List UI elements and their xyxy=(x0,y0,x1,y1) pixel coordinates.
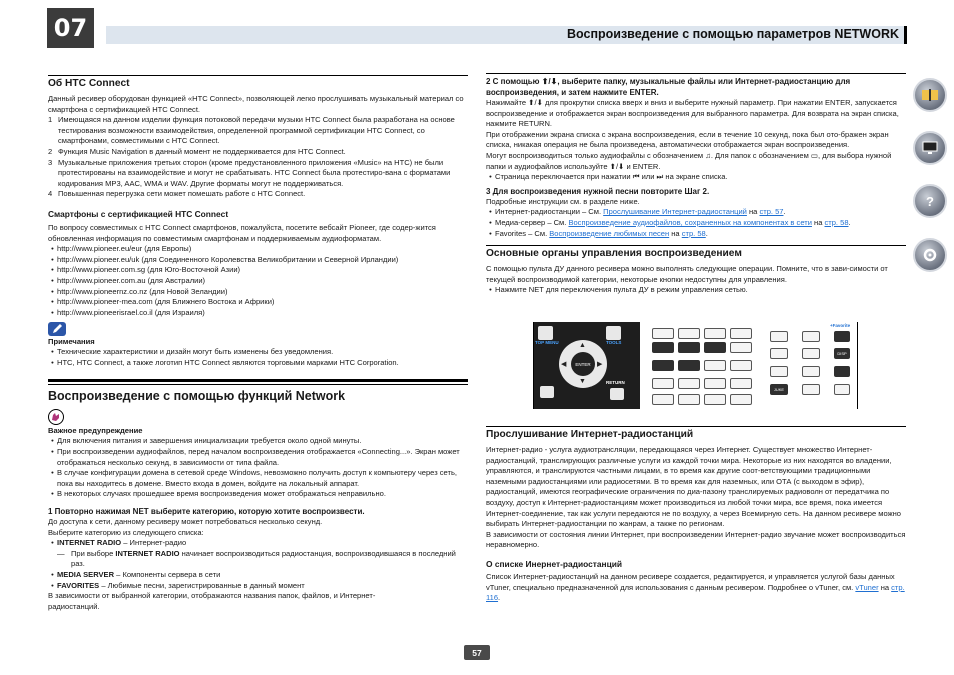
ref-item: • Интернет-радиостанции – См. Прослушивание Интернет-радиостанций на стр. 57. xyxy=(489,207,786,217)
page-title: Воспроизведение с помощью параметров NETWORK xyxy=(567,27,899,41)
important-header xyxy=(48,409,468,425)
play-button[interactable] xyxy=(678,342,700,353)
list-item: 1 Имеющаяся на данном изделии функция потоковой передачи музыки HTC Connect была разработана на основе тестирования возможности взаимодействия, определенной программой сертификации HTC Connect, со смартфонами, совместимыми с HTC Connect. xyxy=(48,115,455,146)
radio-title: Прослушивание Интернет-радиостанций xyxy=(486,426,906,441)
remote-button[interactable] xyxy=(652,394,674,405)
step2-title: 2 С помощью ⬆/⬇, выберите папку, музыкальные файлы или Интернет-радиостанцию для воспроизведения, и затем нажмите ENTER. xyxy=(486,73,906,98)
prev-button[interactable] xyxy=(652,360,674,371)
remote-button[interactable] xyxy=(770,366,788,377)
remote-button[interactable] xyxy=(652,328,674,339)
phones-title: Смартфоны с сертификацией HTC Connect xyxy=(48,208,229,219)
arrow-down-icon: ▼ xyxy=(579,378,586,385)
step1-tail: В зависимости от выбранной категории, отображаются названия папок, файлов, и Интернет-радиостанций. xyxy=(48,591,376,611)
phones-text: По вопросу совместимых с HTC Connect смартфонов, пожалуйста, посетите вебсайт Pioneer, где содер-жится обновленная информация по совместимым смартфонам и поддерживаемым аудиоформатам. xyxy=(48,222,436,243)
arrow-up-icon: ▲ xyxy=(579,342,586,349)
remote-button[interactable] xyxy=(770,331,788,342)
remote-button[interactable] xyxy=(770,348,788,359)
category-subitem: — При выборе INTERNET RADIO начинает воспроизводиться радиостанция, воспроизводившаяся в последний раз. xyxy=(57,548,456,569)
tools-label: TOOLS xyxy=(606,340,622,345)
right-column-lower: Прослушивание Интернет-радиостанций Интернет-радио - услуга аудиотрансляции, передающаяся через Интернет. Существует множество Интернет-радиостанций, транслирующих различные услуги из каждой точки мира. Некоторые из них находятся во владении, управляются, и транслируются частными лицами, в то время как другие соот-ветствующими традиционными наземными радиостанциями или радиосетями. В то время как для наземных, или ОТА (с выходом в эфир), радиостанций, имеются географические ограничения по диа-пазону транслируемых радиоволн от передатчика по воздуху, доступ к Интернет-радиостанциям может производиться из любой точки мира, все время, пока имеется Интернет-соединение, так как услуги передаются не по воздуху, а через Всемирную сеть. На данном ресивере можно выбирать Интернет-радиостанции по жанрам, а также по регионам. В зависимости от состояния линии Интернет, при воспроизведении Интернет-радио звучание может воспроизводиться неравномерно. О списке Инернет-радиостанций Список Интернет-радиостанций на данном ресивере создается, редактируется, и управляется услугой базы данных vTuner, специально предназначенной для использования с данным ресивером. Подробнее о vTuner, см. vTuner на стр. 116. xyxy=(486,426,906,604)
notes-header xyxy=(48,322,468,336)
top-menu-button[interactable] xyxy=(538,326,553,340)
remote-illustration xyxy=(533,322,858,409)
list-item: 4 Повышенная перегрузка сети может помешать работе с HTC Connect. xyxy=(48,189,306,199)
remote-button[interactable] xyxy=(678,394,700,405)
remote-button[interactable] xyxy=(704,328,726,339)
list-text: Список Интернет-радиостанций на данном ресивере создается, редактируется, и управляется услугой базы данных vTuner, специально предназначенной для использования с данным ресивером. Подробнее о vTuner, см. xyxy=(486,571,895,592)
step3-title: 3 Для воспроизведения нужной песни повторите Шаг 2. xyxy=(486,186,710,196)
help-icon[interactable]: ? xyxy=(913,184,947,218)
remote-button[interactable] xyxy=(834,384,850,395)
warning-hand-icon xyxy=(48,409,64,425)
category-item: • INTERNET RADIO – Интернет-радио xyxy=(51,538,187,548)
remote-button[interactable] xyxy=(802,366,820,377)
next-button[interactable] xyxy=(678,360,700,371)
list-item: 3 Музыкальные приложения третьих сторон (кроме предустановленного приложения «Music» на HTC) не были протестированы на взаимодействие и могут не срабатывать. HTC Connect была протестиро-вана с форматами кодирования MP3, AAC, WMA и WAV. Другие форматы могут не поддерживаться. xyxy=(48,157,451,188)
remote-button[interactable] xyxy=(704,378,726,389)
remote-button[interactable] xyxy=(802,384,820,395)
ref-page-link[interactable]: стр. 58 xyxy=(681,228,706,238)
remote-button[interactable] xyxy=(704,394,726,405)
important-title: Важное предупреждение xyxy=(48,426,143,436)
note-item: • HTC, HTC Connect, а также логотип HTC Connect являются торговыми марками HTC Corporation. xyxy=(51,357,399,367)
stop-button[interactable] xyxy=(704,342,726,353)
list-title: О списке Инернет-радиостанций xyxy=(486,558,623,569)
url-item: • http://www.pioneer.com.sg (для Юго-Восточной Азии) xyxy=(51,265,241,275)
ref-page-link[interactable]: стр. 58 xyxy=(824,217,849,227)
step2-p1: Нажимайте ⬆/⬇ для прокрутки списка вверх и вниз и выберите нужный параметр. При нажатии ENTER, запускается воспроизведение и отображается экран воспроизведения для выбранного параметра. Для возврата на экран списка, нажмите RETURN. xyxy=(486,98,899,129)
remote-button[interactable] xyxy=(678,328,700,339)
repeat-button[interactable] xyxy=(834,366,850,377)
remote-button[interactable] xyxy=(678,378,700,389)
return-label: RETURN xyxy=(606,380,625,385)
controls-bullet: • Нажмите NET для переключения пульта ДУ в режим управления сетью. xyxy=(489,285,748,295)
url-item: • http://www.pioneernz.co.nz (для Новой Зеландии) xyxy=(51,286,228,296)
book-icon[interactable] xyxy=(913,78,947,112)
header-bar-end xyxy=(904,26,907,44)
remote-button[interactable] xyxy=(540,386,554,398)
left-column xyxy=(48,75,468,612)
category-item: • MEDIA SERVER – Компоненты сервера в сети xyxy=(51,570,221,579)
step2-bullet: • Страница переключается при нажатии ⏮ или ⏭ на экране списка. xyxy=(489,172,728,182)
url-item: • http://www.pioneerisrael.co.il (для Израиля) xyxy=(51,307,205,317)
important-item: • При воспроизведении аудиофайлов, перед началом воспроизведения отображается «Connecting...». Экран может отображаться несколько секунд, в зависимости от типа файла. xyxy=(51,447,460,467)
arrow-left-icon: ◀ xyxy=(561,361,567,368)
section-title: Воспроизведение с помощью функций Network xyxy=(48,389,346,404)
important-item: • В случае конфигурации домена в сетевой среде Windows, невозможно получить доступ к компьютеру через сеть, пока вы находитесь в домене. Вместо входа в домен, войдите на локальный аппарат. xyxy=(51,468,457,488)
url-list xyxy=(48,244,468,318)
step2-p2: При отображении экрана списка с экрана воспроизведения, если в течение 10 секунд, пока был ото-бражен экран списка, никакая операция не была произведена, автоматически отображается экран воспроизведения. xyxy=(486,129,889,150)
remote-button[interactable] xyxy=(802,331,820,342)
about-text: Данный ресивер оборудован функцией «HTC Connect», позволяющей легко прослушивать музыкальный материал со смартфона с сертификацией HTC Connect. xyxy=(48,94,464,114)
important-item: • Для включения питания и завершения инициализации требуется около одной минуты. xyxy=(51,436,362,446)
favorite-label: +Favorite xyxy=(830,323,851,328)
top-menu-label: TOP MENU xyxy=(535,340,559,345)
remote-button[interactable] xyxy=(802,348,820,359)
disp-button[interactable]: DISP xyxy=(834,348,850,359)
favorite-button[interactable] xyxy=(834,331,850,342)
vtuner-link[interactable]: vTuner xyxy=(855,582,879,592)
controls-text: С помощью пульта ДУ данного ресивера можно выполнять следующие операции. Помните, что в зави-симости от текущей воспроизводимой категории, некоторые кнопки недоступны для управления. xyxy=(486,264,888,284)
ref-item: • Медиа-сервер – См. Воспроизведение аудиофайлов, сохраненных на компонентах в сети на стр. 58. xyxy=(489,217,851,227)
right-column xyxy=(486,73,906,296)
step1-text1: До доступа к сети, данному ресиверу может потребоваться несколько секунд. xyxy=(48,517,323,527)
remote-button[interactable] xyxy=(730,378,752,389)
ref-link[interactable]: Прослушивание Интернет-радиостанций xyxy=(603,207,747,217)
list-item: 2 Функция Music Navigation в данный момент не поддерживается для HTC Connect. xyxy=(48,146,346,156)
url-item: • http://www.pioneer-mea.com (для Ближнего Востока и Африки) xyxy=(51,297,275,307)
page-link[interactable]: стр. 116 xyxy=(486,582,905,603)
settings-icon[interactable] xyxy=(913,238,947,272)
category-item: • FAVORITES – Любимые песни, зарегистрированные в данный момент xyxy=(51,580,305,590)
controls-title: Основные органы управления воспроизведением xyxy=(486,245,906,260)
page-number: 57 xyxy=(464,645,490,660)
tools-button[interactable] xyxy=(606,326,621,340)
url-item: • http://www.pioneer.eu/eur (для Европы) xyxy=(51,244,192,254)
monitor-icon[interactable] xyxy=(913,131,947,165)
remote-button[interactable] xyxy=(730,394,752,405)
important-item: • В некоторых случаях прошедшее время воспроизведения может отображаться неправильно. xyxy=(51,489,386,499)
section-rule xyxy=(48,379,468,385)
note-item: • Технические характеристики и дизайн могут быть изменены без уведомления. xyxy=(51,347,334,357)
note-pencil-icon xyxy=(48,322,66,336)
return-button[interactable] xyxy=(610,388,624,400)
url-item: • http://www.pioneer.com.au (для Австралии) xyxy=(51,275,206,285)
about-title: Об HTC Connect xyxy=(48,75,468,90)
remote-button[interactable] xyxy=(730,360,752,371)
arrow-right-icon: ▶ xyxy=(597,361,603,368)
pause-button[interactable] xyxy=(652,342,674,353)
ref-page-link[interactable]: стр. 57 xyxy=(759,207,784,217)
step3-text: Подробные инструкции см. в разделе ниже. xyxy=(486,196,640,206)
step1-title: 1 Повторно нажимая NET выберите категорию, которую хотите воспроизвести. xyxy=(48,507,365,517)
enter-button[interactable]: ENTER xyxy=(571,352,595,376)
ref-link[interactable]: Воспроизведение аудиофайлов, сохраненных на компонентах в сети xyxy=(568,217,812,227)
jukebox-button[interactable]: JUKE xyxy=(770,384,788,395)
remote-button[interactable] xyxy=(730,328,752,339)
step1-text2: Выберите категорию из следующего списка: xyxy=(48,527,204,537)
ref-link[interactable]: Воспроизведение любимых песен xyxy=(549,228,670,238)
chapter-number: 07 xyxy=(47,8,94,48)
step2-p3: Могут воспроизводиться только аудиофайлы с обозначением ♫. Для папок с обозначением ▭, для выбора нужной папки и аудиофайлов используйте ⬆/⬇ и ENTER. xyxy=(486,150,892,171)
ref-item: • Favorites – См. Воспроизведение любимых песен на стр. 58. xyxy=(489,228,708,238)
remote-button[interactable] xyxy=(704,360,726,371)
remote-button[interactable] xyxy=(652,378,674,389)
radio-text1: Интернет-радио - услуга аудиотрансляции, передающаяся через Интернет. Существует множество Интернет-радиостанций, транслирующих различные услуги из каждой точки мира. Некоторые из них находятся во владении, управляются, и транслируются частными лицами, в то время как другие соот-ветствующими традиционными наземными радиостанциями или радиосетями. В то время как для наземных, или ОТА (с выходом в эфир), радиостанций, имеются географические ограничения по диа-пазону транслируемых радиоволн от передатчика по воздуху, доступ к Интернет-радиостанциям может производиться из любой точки мира, все время, пока имеется Интернет-соединение, так как услуги передаются не по воздуху, а через Всемирную сеть. На данном ресивере можно выбирать Интернет-радиостанции по жанрам, а также по регионам. xyxy=(486,445,901,529)
notes-title: Примечания xyxy=(48,337,95,347)
remote-button[interactable] xyxy=(730,342,752,353)
about-list xyxy=(48,115,468,200)
radio-text2: В зависимости от состояния линии Интернет, при воспроизведении Интернет-радио звучание может воспроизводиться неравномерно. xyxy=(486,529,906,550)
url-item: • http://www.pioneer.eu/uk (для Соединенного Королевства Великобритании и Северной Ирландии) xyxy=(51,254,399,264)
